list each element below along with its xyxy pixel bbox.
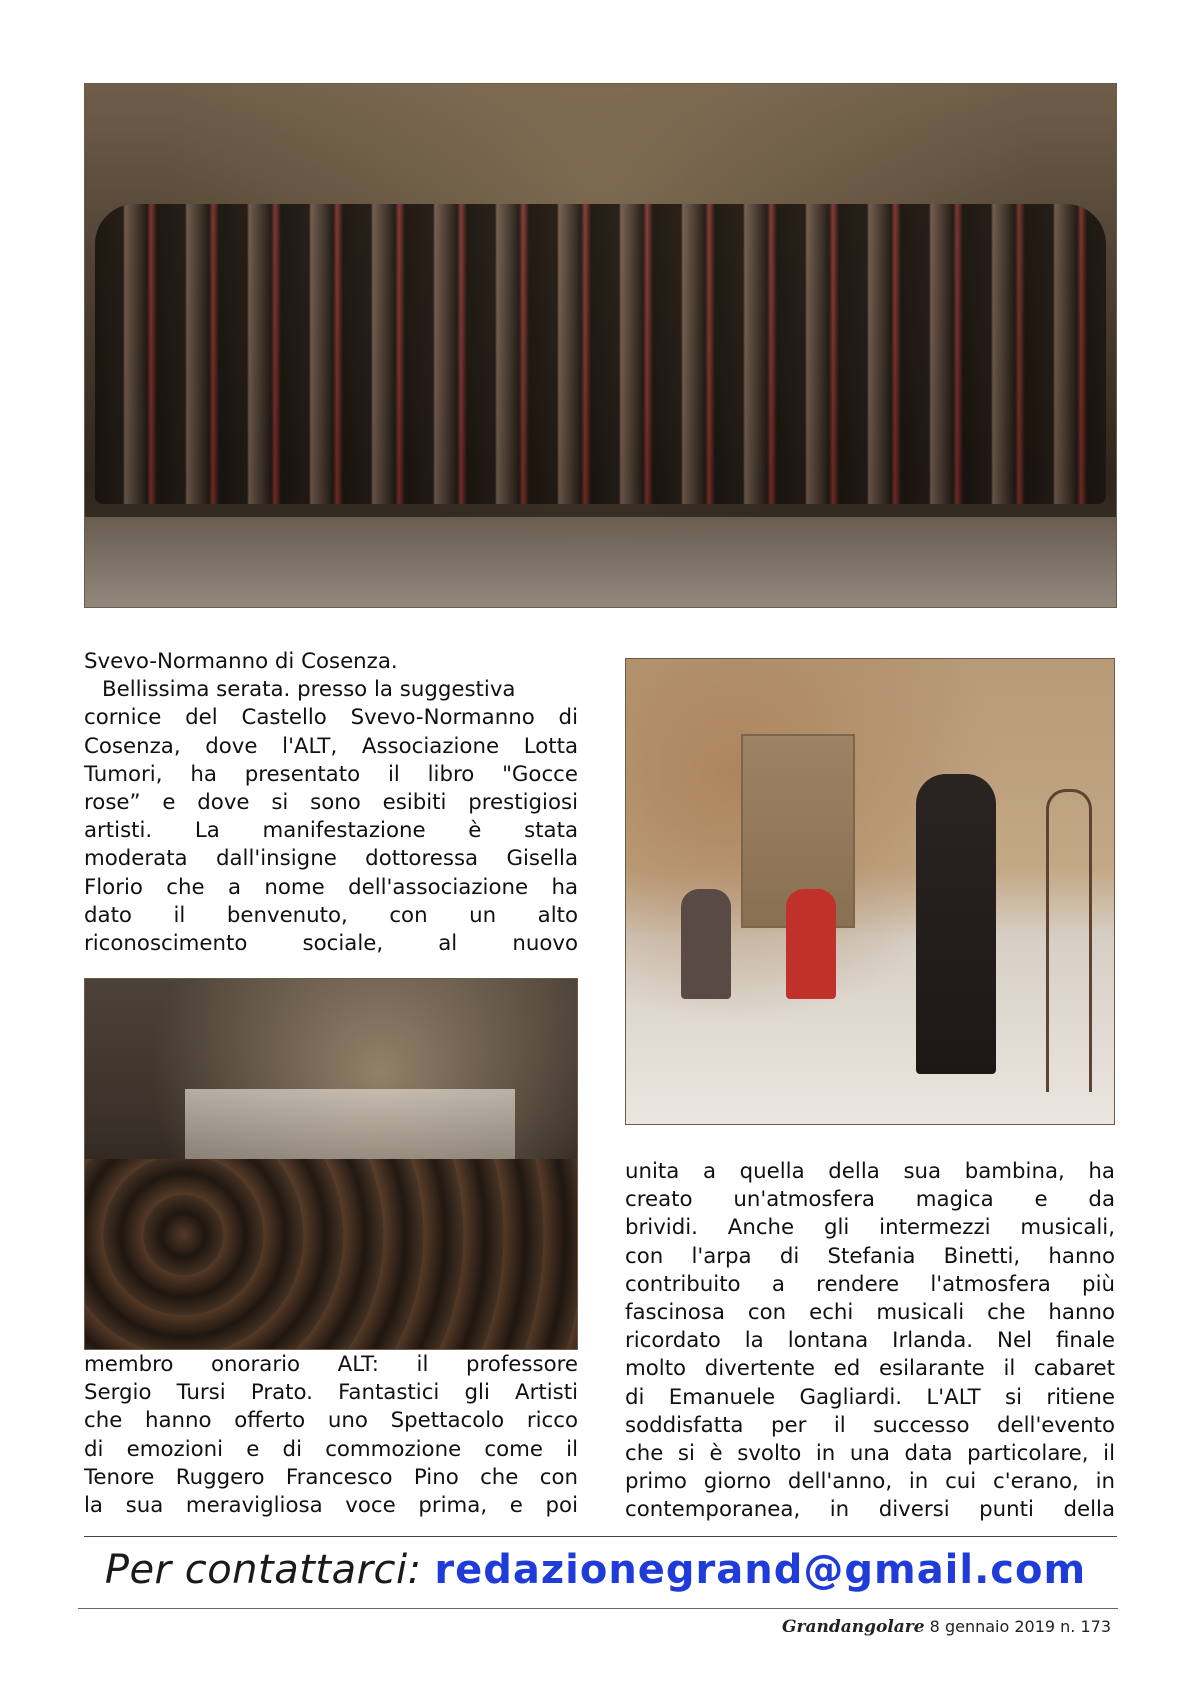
divider-bottom <box>78 1608 1118 1609</box>
article-line: unita a quella della sua bambina, ha <box>625 1159 1115 1184</box>
article-line: artisti. La manifestazione è stata <box>84 818 578 844</box>
speaker-photo-speaker <box>916 774 996 1074</box>
article-line: Bellissima serata. presso la suggestiva <box>102 677 516 703</box>
article-line: contribuito a rendere l'atmosfera più <box>625 1271 1115 1297</box>
article-left-top <box>84 648 578 958</box>
article-line: membro onorario ALT: il professore <box>84 1352 578 1377</box>
article-line: che si è svolto in una data particolare, il <box>625 1441 1115 1467</box>
article-line: rose” e dove si sono esibiti prestigiosi <box>84 790 578 816</box>
group-photo-crowd <box>95 204 1106 504</box>
article-line: che hanno offerto uno Spettacolo ricco <box>84 1408 578 1434</box>
audience-photo <box>84 978 578 1350</box>
article-right-bottom <box>625 1158 1115 1525</box>
article-line: molto divertente ed esilarante il cabaret <box>625 1356 1115 1382</box>
article-line: Svevo-Normanno di Cosenza. <box>84 649 398 674</box>
publication-name: Grandangolare <box>781 1617 925 1637</box>
speaker-photo-seated-person <box>681 889 731 999</box>
article-line: Cosenza, dove l'ALT, Associazione Lotta <box>84 733 578 759</box>
article-line: di Emanuele Gagliardi. L'ALT si ritiene <box>625 1384 1115 1410</box>
article-line: dato il benvenuto, con un alto <box>84 902 578 928</box>
article-line: di emozioni e di commozione come il <box>84 1436 578 1462</box>
article-line: ricordato la lontana Irlanda. Nel finale <box>625 1328 1115 1354</box>
contact-banner <box>0 1540 1191 1600</box>
article-line: Sergio Tursi Prato. Fantastici gli Artisti <box>84 1380 578 1406</box>
article-left-bottom <box>84 1351 578 1520</box>
audience-photo-stage <box>185 1089 515 1159</box>
article-line: brividi. Anche gli intermezzi musicali, <box>625 1215 1115 1241</box>
group-photo-floor <box>85 517 1116 607</box>
article-line: riconoscimento sociale, al nuovo <box>84 931 578 957</box>
group-photo <box>84 83 1117 608</box>
article-line: Tenore Ruggero Francesco Pino che con <box>84 1464 578 1490</box>
article-line: primo giorno dell'anno, in cui c'erano, in <box>625 1469 1115 1495</box>
article-line: cornice del Castello Svevo-Normanno di <box>84 705 578 731</box>
divider-top <box>84 1536 1117 1537</box>
article-line: fascinosa con echi musicali che hanno <box>625 1300 1115 1326</box>
article-line: creato un'atmosfera magica e da <box>625 1187 1115 1213</box>
speaker-photo-harp <box>1046 789 1092 1092</box>
audience-photo-heads <box>85 1159 577 1349</box>
contact-label: Per contattarci: <box>104 1547 422 1593</box>
contact-email-link[interactable]: redazionegrand@gmail.com <box>434 1547 1087 1593</box>
speaker-photo-seated-person <box>786 889 836 999</box>
article-line: soddisfatta per il successo dell'evento <box>625 1412 1115 1438</box>
article-line: la sua meravigliosa voce prima, e poi <box>84 1493 578 1519</box>
page-footer <box>782 1615 1111 1639</box>
article-line: contemporanea, in diversi punti della <box>625 1497 1115 1523</box>
article-line: Florio che a nome dell'associazione ha <box>84 874 578 900</box>
article-line: moderata dall'insigne dottoressa Gisella <box>84 846 578 872</box>
speaker-photo <box>625 658 1115 1125</box>
issue-info: 8 gennaio 2019 n. 173 <box>929 1617 1111 1636</box>
article-line: con l'arpa di Stefania Binetti, hanno <box>625 1243 1115 1269</box>
article-line: Tumori, ha presentato il libro "Gocce <box>84 761 578 787</box>
